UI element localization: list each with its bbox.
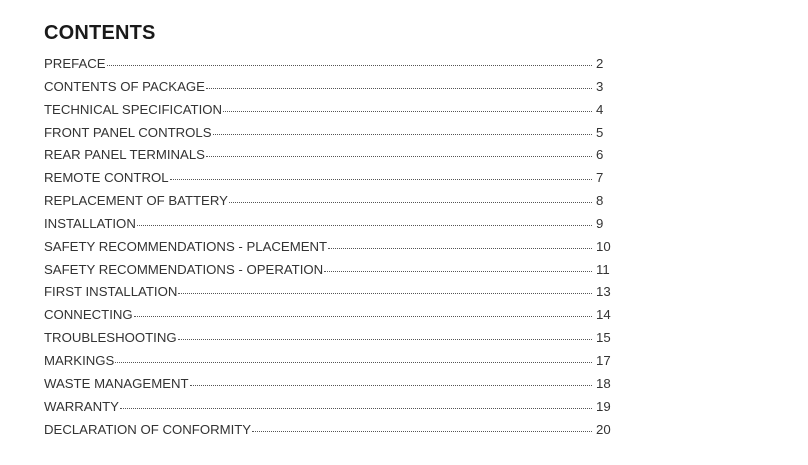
toc-entry-page: 11: [596, 261, 610, 277]
toc-entry-safety-placement[interactable]: [44, 239, 614, 262]
dot-leader: [324, 270, 592, 272]
toc-entry-replacement-of-battery[interactable]: [44, 193, 614, 216]
toc-entry-first-installation[interactable]: [44, 284, 614, 307]
toc-entry-page: 15: [596, 330, 611, 346]
toc-entry-label: MARKINGS: [44, 352, 115, 368]
toc-entry-page: 14: [596, 307, 611, 323]
toc-entry-label: REMOTE CONTROL: [44, 170, 169, 186]
dot-leader: [115, 361, 592, 363]
toc-entry-label: WASTE MANAGEMENT: [44, 375, 189, 391]
toc-entry-rear-panel-terminals[interactable]: [44, 147, 614, 170]
toc-entry-page: 7: [596, 170, 604, 186]
page-title: CONTENTS: [44, 22, 156, 44]
toc-entry-label: WARRANTY: [44, 398, 119, 414]
toc-entry-technical-specification[interactable]: [44, 102, 614, 125]
toc-entry-label: CONNECTING: [44, 307, 133, 323]
toc-entry-label: REPLACEMENT OF BATTERY: [44, 193, 228, 209]
toc-entry-preface[interactable]: [44, 56, 614, 79]
toc-entry-label: SAFETY RECOMMENDATIONS - PLACEMENT: [44, 238, 328, 254]
toc-entry-label: FRONT PANEL CONTROLS: [44, 124, 212, 140]
toc-entry-page: 8: [596, 193, 604, 209]
toc-entry-label: FIRST INSTALLATION: [44, 284, 178, 300]
dot-leader: [206, 155, 592, 157]
toc-entry-page: 18: [596, 375, 611, 391]
toc-entry-waste-management[interactable]: [44, 376, 614, 399]
dot-leader: [178, 338, 592, 340]
dot-leader: [328, 247, 592, 249]
dot-leader: [206, 87, 592, 89]
dot-leader: [120, 407, 592, 409]
dot-leader: [252, 430, 592, 432]
toc-entry-label: TECHNICAL SPECIFICATION: [44, 101, 223, 117]
dot-leader: [213, 133, 592, 135]
dot-leader: [134, 315, 592, 317]
toc-entry-label: REAR PANEL TERMINALS: [44, 147, 205, 163]
dot-leader: [229, 201, 592, 203]
toc-entry-safety-operation[interactable]: [44, 262, 614, 285]
toc-entry-troubleshooting[interactable]: [44, 330, 614, 353]
toc-entry-page: 19: [596, 398, 611, 414]
toc-entry-label: DECLARATION OF CONFORMITY: [44, 421, 252, 437]
toc-entry-page: 20: [596, 421, 611, 437]
table-of-contents: [44, 56, 614, 444]
toc-entry-connecting[interactable]: [44, 307, 614, 330]
toc-entry-installation[interactable]: [44, 216, 614, 239]
toc-entry-declaration-of-conformity[interactable]: [44, 422, 614, 445]
dot-leader: [190, 384, 592, 386]
toc-entry-contents-of-package[interactable]: [44, 79, 614, 102]
toc-entry-warranty[interactable]: [44, 399, 614, 422]
toc-entry-markings[interactable]: [44, 353, 614, 376]
toc-entry-label: SAFETY RECOMMENDATIONS - OPERATION: [44, 261, 324, 277]
toc-entry-page: 4: [596, 101, 604, 117]
toc-entry-page: 9: [596, 215, 604, 231]
toc-entry-front-panel-controls[interactable]: [44, 125, 614, 148]
toc-entry-label: PREFACE: [44, 56, 106, 71]
toc-entry-remote-control[interactable]: [44, 170, 614, 193]
toc-entry-page: 13: [596, 284, 611, 300]
dot-leader: [107, 64, 592, 66]
toc-entry-label: TROUBLESHOOTING: [44, 330, 177, 346]
toc-entry-page: 10: [596, 238, 611, 254]
dot-leader: [137, 224, 592, 226]
toc-entry-page: 2: [596, 56, 604, 71]
toc-entry-label: INSTALLATION: [44, 215, 136, 231]
toc-entry-page: 6: [596, 147, 604, 163]
dot-leader: [178, 292, 592, 294]
dot-leader: [223, 110, 592, 112]
toc-entry-label: CONTENTS OF PACKAGE: [44, 78, 205, 94]
toc-entry-page: 17: [596, 352, 611, 368]
toc-entry-page: 3: [596, 78, 604, 94]
toc-entry-page: 5: [596, 124, 604, 140]
dot-leader: [170, 178, 592, 180]
